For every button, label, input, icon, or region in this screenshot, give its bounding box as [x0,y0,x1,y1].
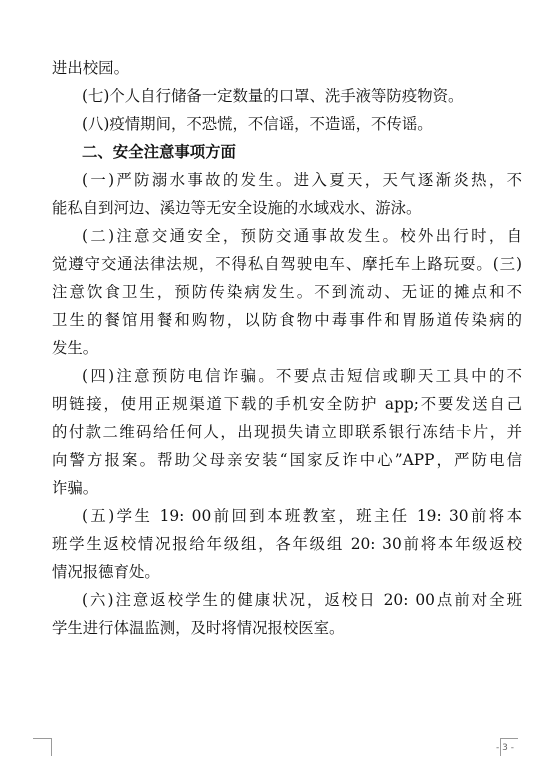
section-heading: 二、安全注意事项方面 [82,143,236,161]
text-line: 诈骗。 [52,479,99,497]
text-line: (五)学生 19: 00前回到本班教室，班主任 19: 30前将本 [82,507,522,525]
text-line: (四)注意预防电信诈骗。不要点击短信或聊天工具中的不 [82,367,522,385]
crop-mark-left-vertical [51,738,52,756]
text-line: 向警方报案。帮助父母亲安装“国家反诈中心”APP，严防电信 [52,451,522,469]
text-line: (七)个人自行储备一定数量的口罩、洗手液等防疫物资。 [82,87,464,105]
text-line: 发生。 [52,339,99,357]
text-line: (一)严防溺水事故的发生。进入夏天，天气逐渐炎热，不 [82,171,522,189]
text-line: (二)注意交通安全，预防交通事故发生。校外出行时，自 [82,227,522,245]
text-line: (八)疫情期间，不恐慌，不信谣，不造谣，不传谣。 [82,115,433,133]
text-line: 进出校园。 [52,59,129,77]
crop-mark-right-horizontal [500,738,518,739]
text-line: 注意饮食卫生，预防传染病发生。不到流动、无证的摊点和不 [52,283,522,301]
text-line: 卫生的餐馆用餐和购物，以防食物中毒事件和胃肠道传染病的 [52,311,522,329]
text-line: 觉遵守交通法律法规，不得私自驾驶电车、摩托车上路玩耍。(三) [52,255,522,273]
text-line: 班学生返校情况报给年级组，各年级组 20: 30前将本年级返校 [52,535,522,553]
text-line: 情况报德育处。 [52,563,160,581]
page-number: - 3 - [496,743,514,753]
text-line: 明链接，使用正规渠道下载的手机安全防护 app;不要发送自己 [52,395,522,413]
text-line: (六)注意返校学生的健康状况，返校日 20: 00点前对全班 [82,591,522,609]
text-line: 学生进行体温监测，及时将情况报校医室。 [52,619,345,637]
text-line: 的付款二维码给任何人，出现损失请立即联系银行冻结卡片，并 [52,423,522,441]
crop-mark-left-horizontal [33,738,51,739]
text-line: 能私自到河边、溪边等无安全设施的水域戏水、游泳。 [52,199,422,217]
